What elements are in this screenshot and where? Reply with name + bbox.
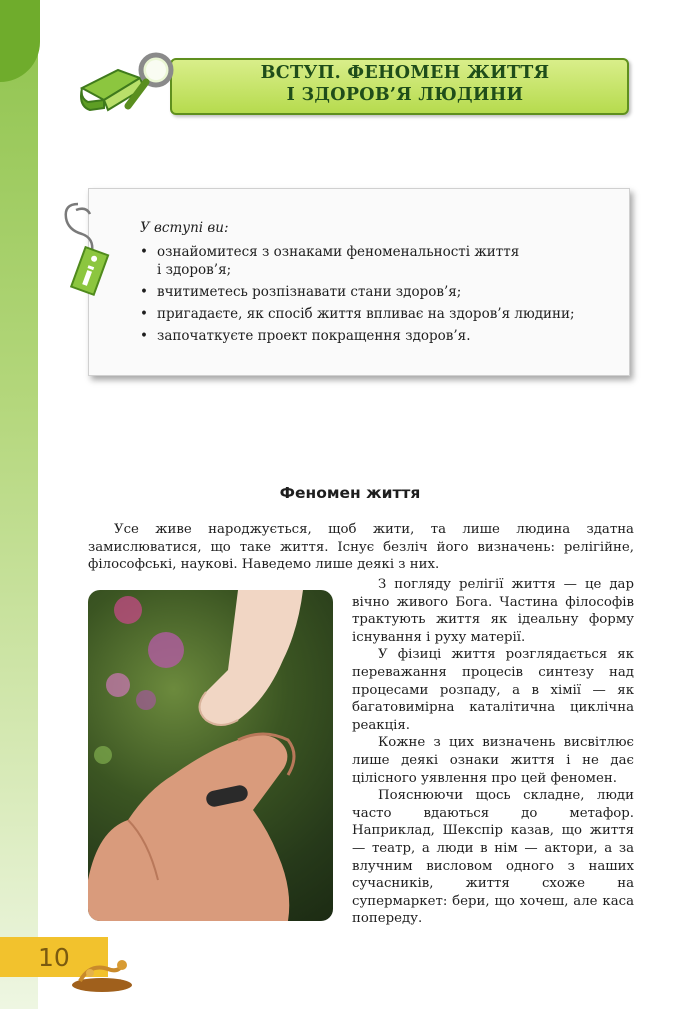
objective-text: пригадаєте, як спосіб життя впливає на здоров’я людини;: [157, 306, 575, 322]
objective-text: започаткуєте проект покращення здоров’я.: [157, 328, 471, 344]
paragraph-metaphor: Пояснюючи щось складне, люди часто вдаються до метафор. Наприклад, Шекспір казав, що життя — театр, а люди в нім — актори, а за влучним висловом одного з наших сучасників, життя схоже на супермаркет: бери, що хочеш, але каса попереду.: [352, 788, 634, 927]
text-column: [352, 576, 634, 928]
paragraph-intro: Усе живе народжується, щоб жити, та лише людина здатна замислюватися, що таке життя. Існує безліч його визначень: релігійне, філософські, наукові. Наведемо лише деякі з них.: [88, 522, 634, 573]
list-item: [140, 305, 610, 323]
objective-text-cont: і здоров’я;: [157, 262, 232, 278]
objective-text: вчитиметесь розпізнавати стани здоров’я;: [157, 284, 462, 300]
list-item: [140, 243, 610, 279]
ornament-icon: [60, 955, 135, 995]
objectives-list: [140, 243, 610, 349]
margin-band: [0, 0, 38, 1009]
photo-hands: [88, 590, 333, 921]
paragraph-definitions: Кожне з цих визначень висвітлює лише деякі ознаки життя і не дає цілісного уявлення про цей феномен.: [352, 735, 634, 786]
info-tag-icon: [56, 200, 116, 300]
list-item: [140, 327, 610, 345]
chapter-title-line2: І ЗДОРОВ’Я ЛЮДИНИ: [286, 85, 524, 105]
book-magnifier-icon: [78, 48, 183, 120]
section-title: Феномен життя: [279, 484, 421, 502]
objective-text: • ознайомитеся з ознаками феноменальності життя: [157, 244, 520, 260]
objectives-intro: У вступі ви:: [140, 220, 229, 236]
paragraph-science: У фізиці життя розглядається як переважання процесів синтезу над процесами розпаду, а в хімії — як багатовимірна каталітична циклічна реакція.: [352, 647, 634, 733]
chapter-title-line1: ВСТУП. ФЕНОМЕН ЖИТТЯ: [260, 63, 550, 83]
list-item: [140, 283, 610, 301]
paragraph-religion: З погляду релігії життя — це дар вічно живого Бога. Частина філософів трактують життя як ідеальну форму існування і руху матерії.: [352, 577, 634, 645]
page-number: 10: [38, 943, 70, 972]
hands-illustration: [88, 590, 333, 921]
chapter-title: [175, 62, 635, 106]
